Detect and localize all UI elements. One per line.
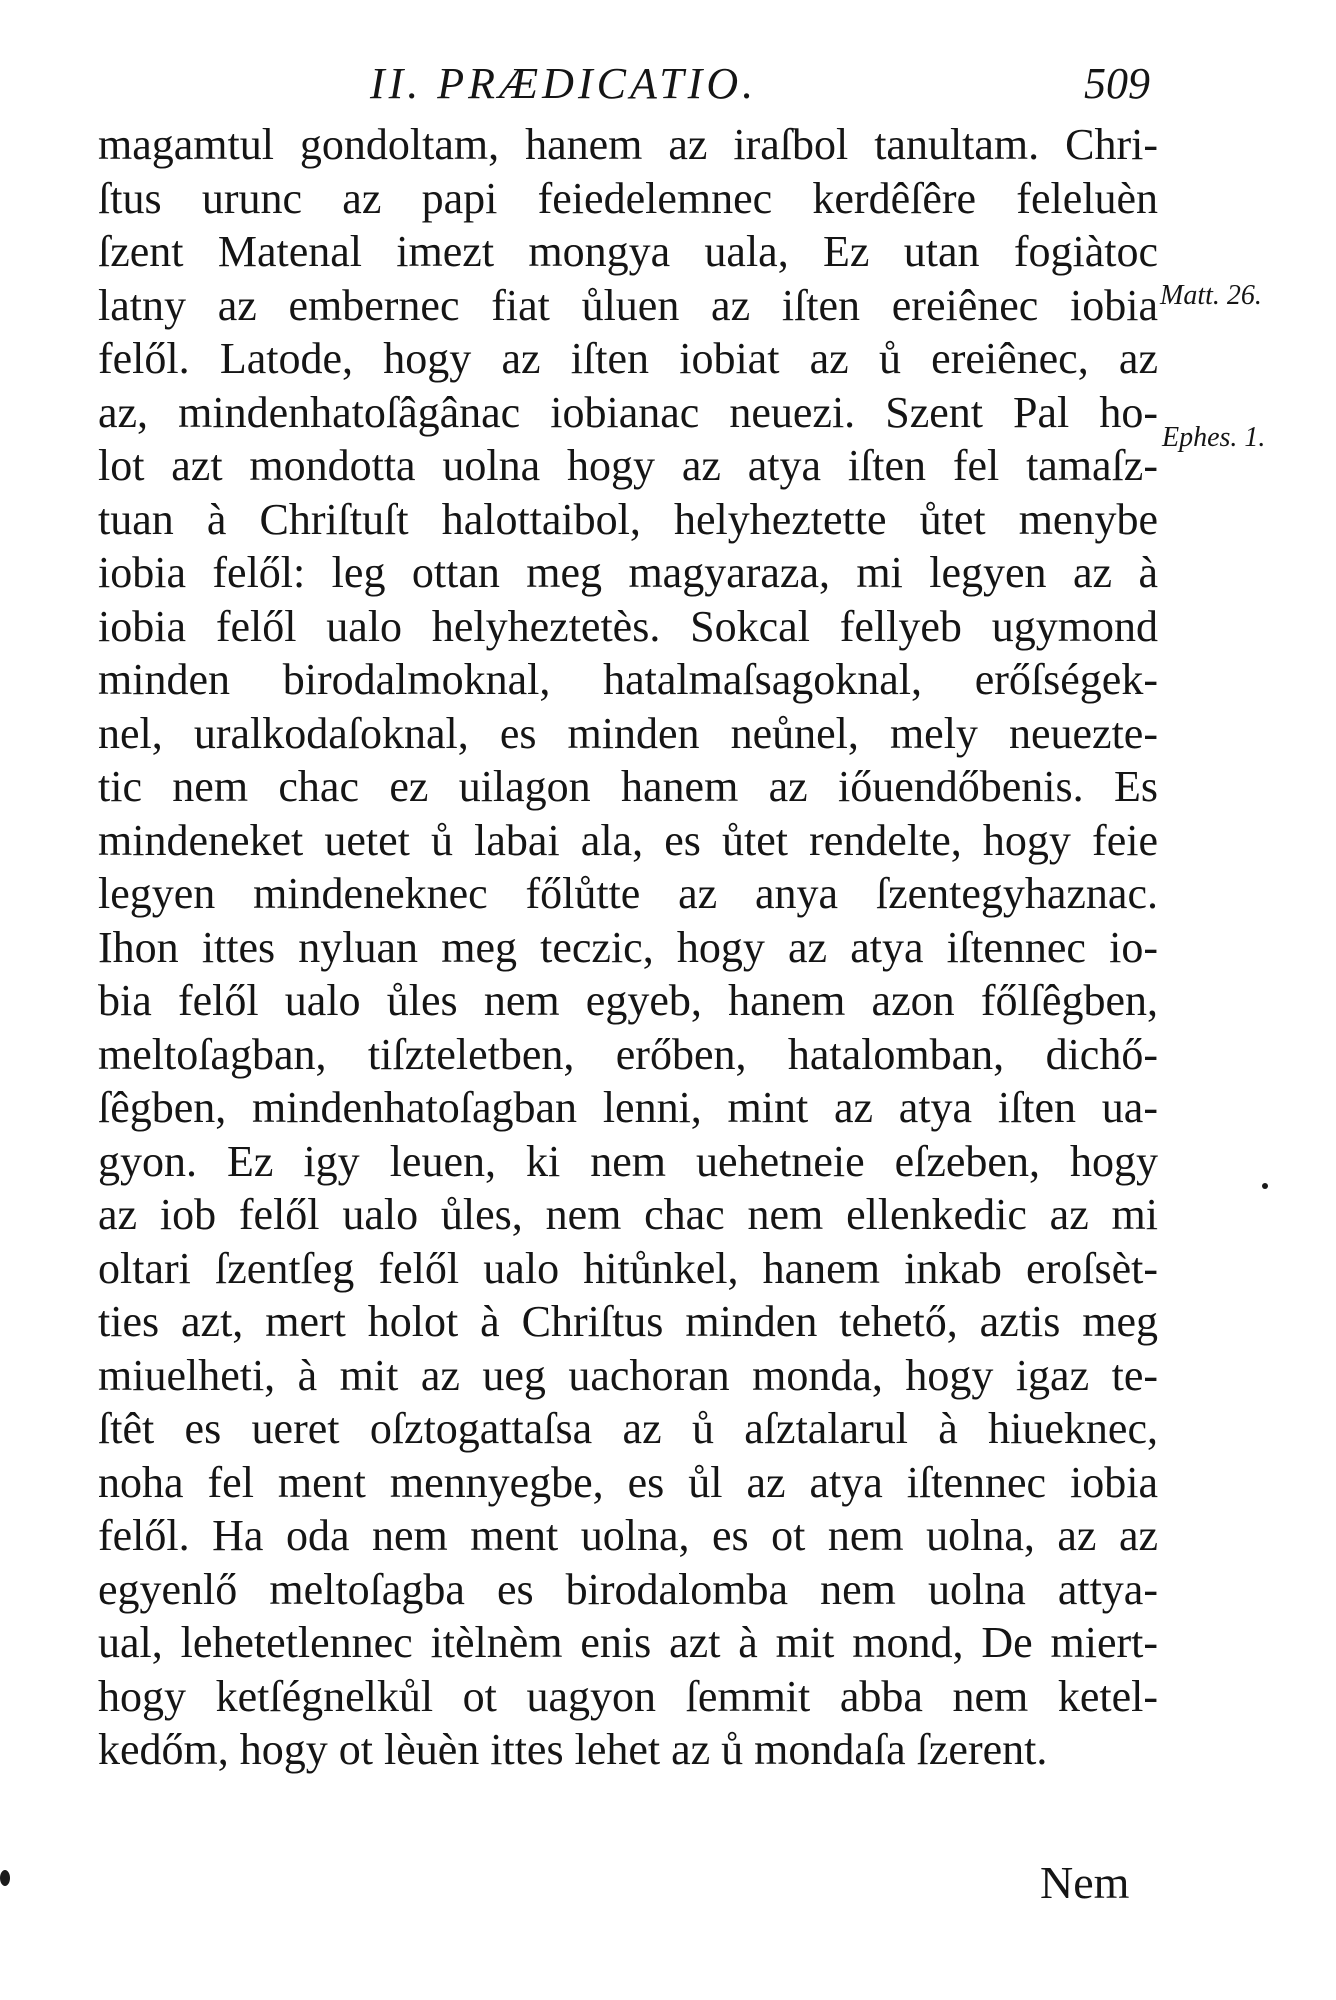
- ink-speck: [1262, 1183, 1268, 1189]
- text-line: kedőm, hogy ot lèuèn ittes lehet az ů mondaſa ſzerent.: [98, 1725, 1048, 1774]
- text-line: ſzent Matenal imezt mongya uala, Ez utan fogiàtoc: [98, 227, 1158, 276]
- text-line: gyon. Ez igy leuen, ki nem uehetneie eſzeben, hogy: [98, 1136, 1158, 1186]
- text-line: minden birodalmoknal, hatalmaſsagoknal, erőſségek-: [98, 655, 1158, 704]
- text-line: oltari ſzentſeg felől ualo hitůnkel, hanem inkab eroſsèt-: [98, 1243, 1158, 1293]
- catchword: Nem: [1040, 1857, 1130, 1908]
- text-line: latny az embernec fiat ůluen az iſten ereiênec iobia: [98, 280, 1158, 330]
- text-line: tuan à Chriſtuſt halottaibol, helyheztette ůtet menybe: [98, 494, 1158, 544]
- body-text: [98, 118, 1158, 1777]
- text-line: bia felől ualo ůles nem egyeb, hanem azon főlſêgben,: [98, 976, 1158, 1025]
- page-number: 509: [1084, 59, 1150, 108]
- text-line: az iob felől ualo ůles, nem chac nem ellenkedic az mi: [98, 1190, 1158, 1239]
- text-line: ſêgben, mindenhatoſagban lenni, mint az atya iſten ua-: [98, 1083, 1158, 1132]
- text-line: iobia felől ualo helyheztetès. Sokcal fellyeb ugymond: [98, 601, 1158, 651]
- text-line: tic nem chac ez uilagon hanem az iőuendőbenis. Es: [98, 762, 1158, 811]
- text-line: miuelheti, à mit az ueg uachoran monda, hogy igaz te-: [98, 1350, 1158, 1400]
- text-line: hogy ketſégnelkůl ot uagyon ſemmit abba nem ketel-: [98, 1671, 1158, 1721]
- text-line: magamtul gondoltam, hanem az iraſbol tanultam. Chri-: [98, 120, 1158, 169]
- text-line: ſtêt es ueret oſztogattaſsa az ů aſztalarul à hiueknec,: [98, 1404, 1158, 1453]
- page-header: [370, 58, 1150, 118]
- text-line: legyen mindeneknec főlůtte az anya ſzentegyhaznac.: [98, 869, 1158, 918]
- text-line: felől. Ha oda nem ment uolna, es ot nem uolna, az az: [98, 1511, 1158, 1560]
- text-line: iobia felől: leg ottan meg magyaraza, mi legyen az à: [98, 548, 1158, 597]
- text-line: nel, uralkodaſoknal, es minden neůnel, mely neuezte-: [98, 708, 1158, 758]
- text-line: ties azt, mert holot à Chriſtus minden tehető, aztis meg: [98, 1297, 1158, 1346]
- running-title: II. PRÆDICATIO.: [370, 59, 758, 108]
- ink-speck: [0, 1870, 10, 1886]
- text-line: noha fel ment mennyegbe, es ůl az atya iſtennec iobia: [98, 1457, 1158, 1507]
- text-line: mindeneket uetet ů labai ala, es ůtet rendelte, hogy feie: [98, 815, 1158, 865]
- text-line: az, mindenhatoſâgânac iobianac neuezi. Szent Pal ho-: [98, 387, 1158, 437]
- text-line: egyenlő meltoſagba es birodalomba nem uolna attya-: [98, 1564, 1158, 1614]
- text-line: lot azt mondotta uolna hogy az atya iſten fel tamaſz-: [98, 441, 1158, 490]
- text-line: ual, lehetetlennec itèlnèm enis azt à mit mond, De miert-: [98, 1618, 1158, 1667]
- text-line: Ihon ittes nyluan meg teczic, hogy az atya iſtennec io-: [98, 922, 1158, 972]
- margin-note-ephesians: Ephes. 1.: [1162, 422, 1266, 453]
- text-line: ſtus urunc az papi feiedelemnec kerdêſêre feleluèn: [98, 173, 1158, 223]
- text-line: felől. Latode, hogy az iſten iobiat az ů ereiênec, az: [98, 334, 1158, 383]
- margin-note-matthew: Matt. 26.: [1160, 280, 1262, 311]
- text-line: meltoſagban, tiſzteletben, erőben, hatalomban, dichő-: [98, 1029, 1158, 1079]
